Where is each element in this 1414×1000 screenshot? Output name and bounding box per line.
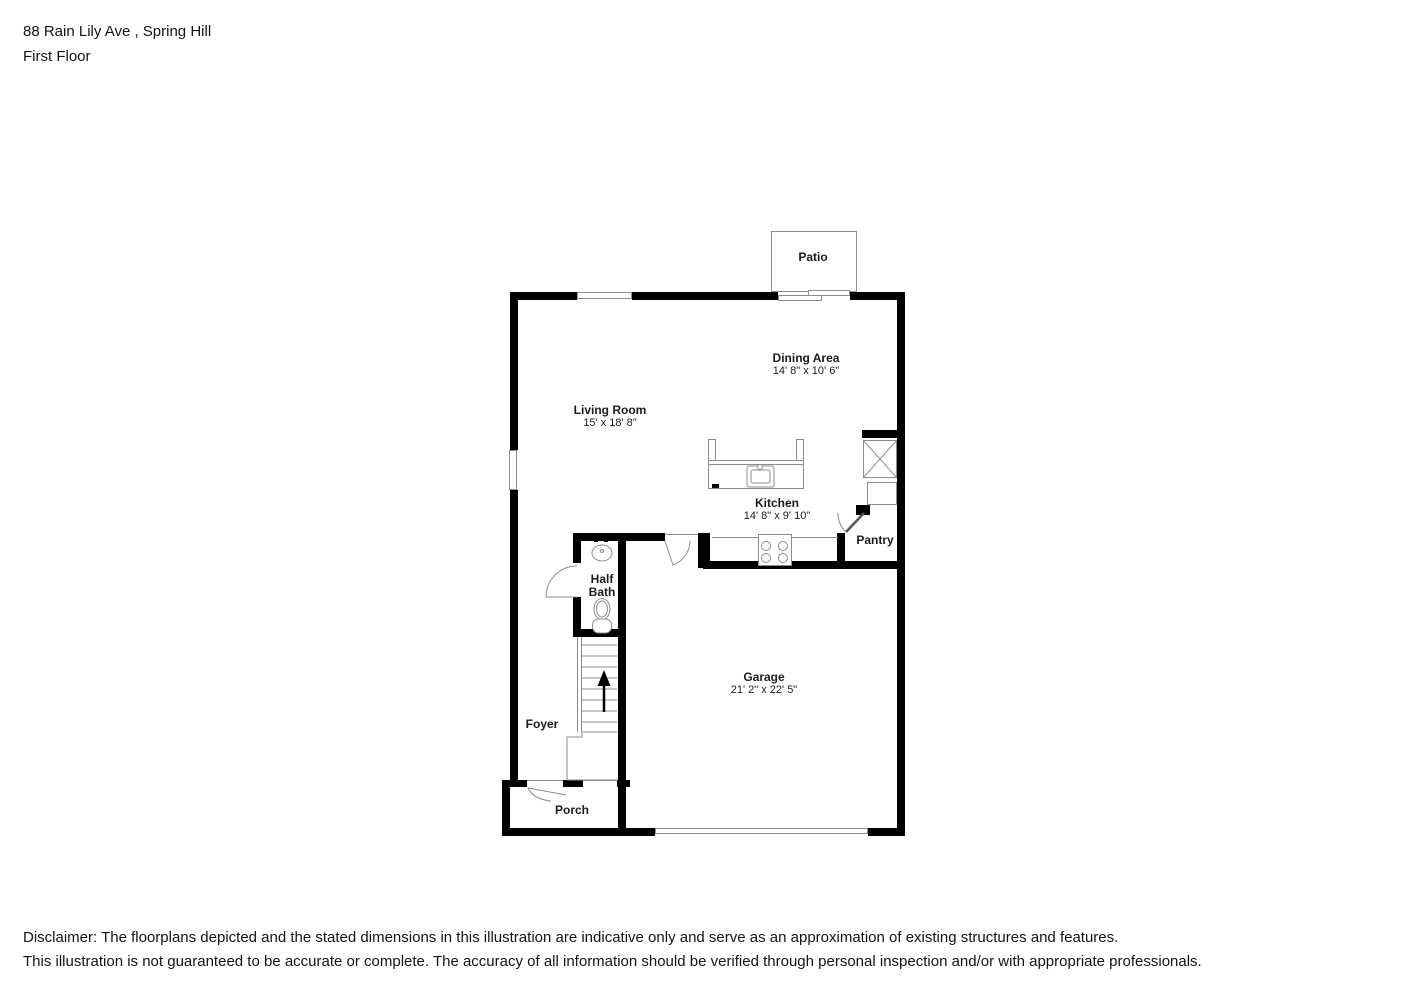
room-label-garage: Garage: [743, 670, 785, 684]
halfbath-door-arc-icon: [546, 566, 577, 597]
wall-foyer-bottom-b: [563, 780, 583, 787]
room-dims-living: 15' x 18' 8": [583, 417, 637, 429]
wall-left-upper: [510, 292, 518, 450]
wall-halfbath-top: [573, 533, 665, 541]
stair-landing-outline: [567, 732, 617, 780]
wall-foyer-bottom-c: [617, 780, 630, 787]
wall-stub-fridge: [862, 430, 905, 438]
stove-icon: [758, 534, 792, 566]
room-label-kitchen: Kitchen: [754, 496, 800, 510]
front-door-arc-icon: [528, 788, 566, 801]
island-corner-mark: [712, 484, 719, 488]
room-label-foyer: Foyer: [525, 717, 559, 731]
room-label-porch: Porch: [554, 803, 590, 817]
room-label-patio: Patio: [798, 250, 828, 264]
sliding-door-panel-2: [808, 290, 850, 296]
wall-porch-bottom: [502, 828, 632, 836]
toilet-icon: [594, 599, 610, 620]
wall-foyer-bottom-a: [510, 780, 527, 787]
wall-left-lower: [510, 490, 518, 787]
stair-treads: [581, 645, 617, 722]
disclaimer-line-1: Disclaimer: The floorplans depicted and the stated dimensions in this illustration are indicative only and serve as an approximation of existing structures and features.: [23, 929, 1119, 946]
room-label-dining: Dining Area: [772, 351, 840, 365]
wall-garage-bottom-right: [868, 828, 905, 836]
room-label-living: Living Room: [573, 403, 647, 417]
wall-top-1: [510, 292, 577, 300]
garage-door: [655, 828, 868, 834]
room-label-pantry: Pantry: [856, 533, 894, 547]
kitchen-door-header-line: [665, 534, 698, 535]
front-door-header-line: [527, 780, 563, 781]
room-dims-kitchen: 14' 8" x 9' 10": [743, 510, 811, 522]
room-label-halfbath: Half Bath: [588, 572, 616, 599]
pantry-door-arc-icon: [838, 513, 846, 532]
wall-garage-bottom-left: [626, 828, 655, 836]
kitchen-door-arc-icon: [665, 541, 690, 565]
window-left: [509, 450, 517, 490]
sink-icon: [592, 545, 612, 561]
stair-rail: [578, 637, 582, 732]
stairs-up-arrow-icon: [598, 670, 611, 712]
disclaimer-line-2: This illustration is not guaranteed to be accurate or complete. The accuracy of all information should be verified through personal inspection and/or with appropriate professionals.: [23, 953, 1202, 970]
counter-right: [867, 482, 897, 505]
wall-kitchen-south: [703, 561, 905, 569]
room-dims-garage: 21' 2" x 22' 5": [730, 684, 798, 696]
refrigerator-icon: [863, 440, 897, 478]
floor-label: First Floor: [23, 48, 91, 65]
kitchen-island: [708, 464, 804, 489]
wall-top-2: [632, 292, 778, 300]
wall-pantry-hinge-post: [856, 505, 870, 515]
pantry-door-leaf-icon: [846, 513, 864, 532]
foyer-opening-line: [583, 780, 617, 781]
address-text: 88 Rain Lily Ave , Spring Hill: [23, 23, 212, 40]
wall-halfbath-left-a: [573, 533, 581, 563]
room-dims-dining: 14' 8" x 10' 6": [772, 365, 840, 377]
wall-halfbath-bottom: [573, 629, 626, 637]
wall-pantry-divider: [837, 533, 845, 569]
window-top: [577, 292, 632, 299]
